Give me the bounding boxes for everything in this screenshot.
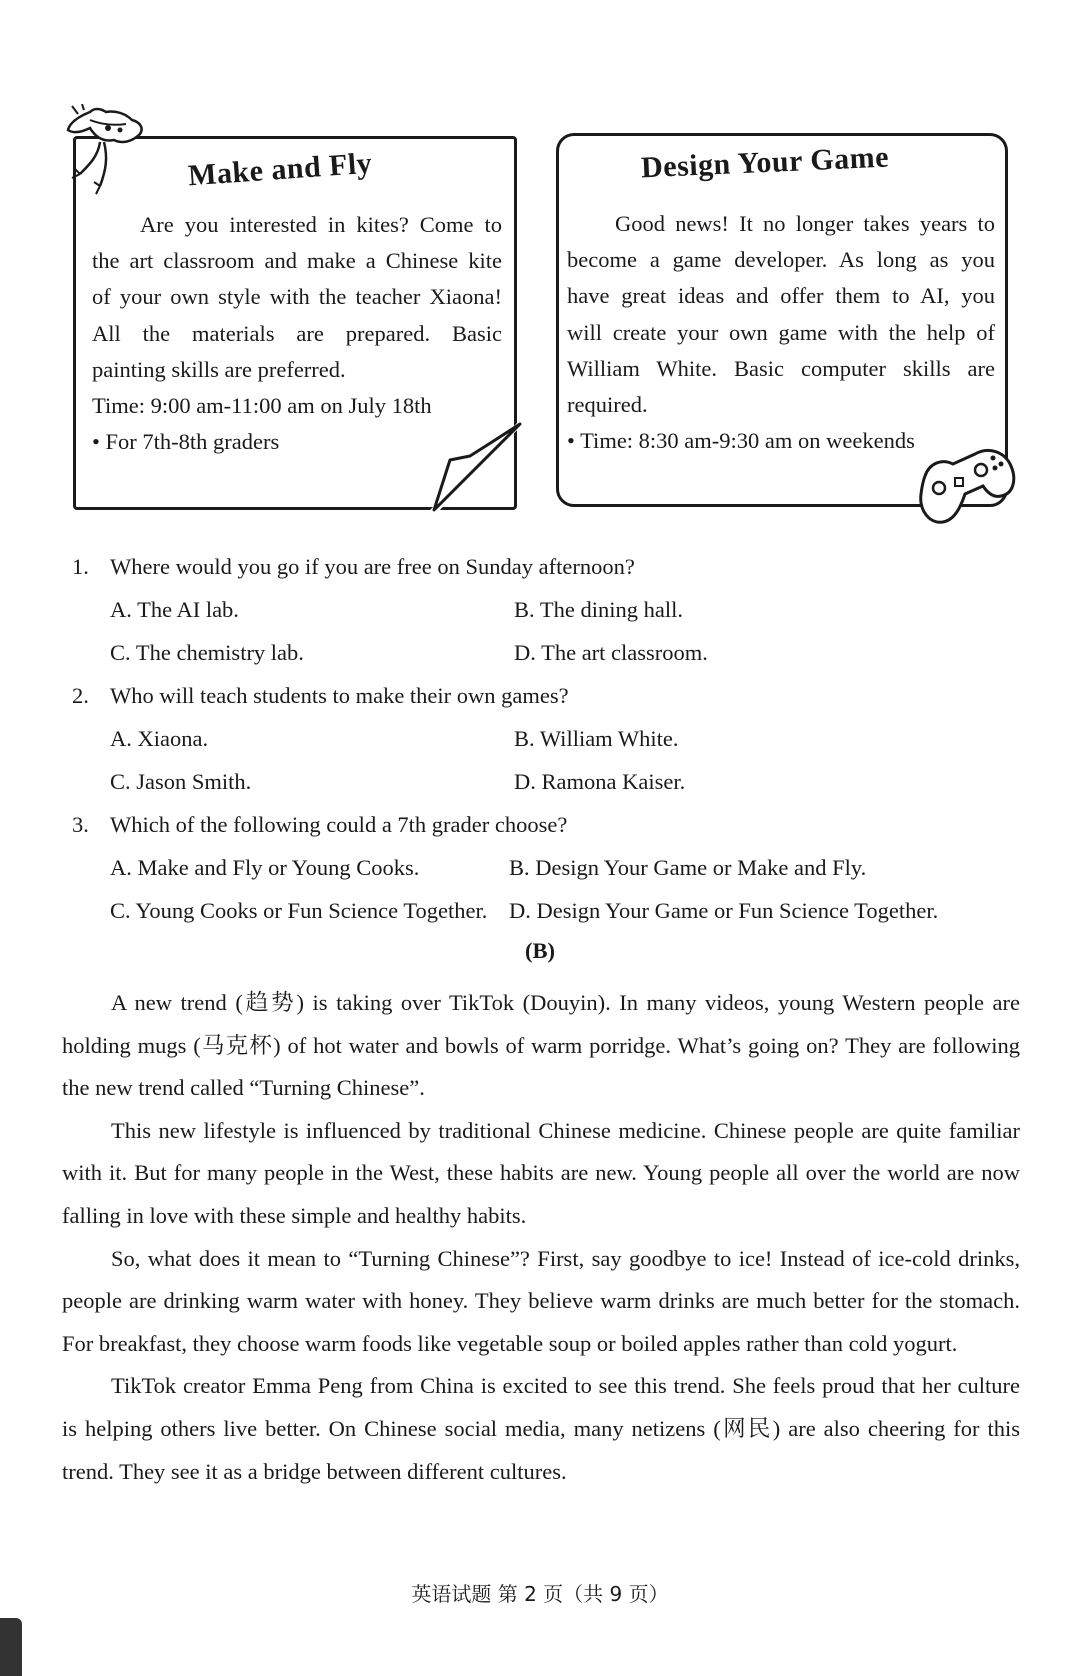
question-text: Who will teach students to make their own games? [110,683,569,708]
option: C. The chemistry lab. [110,640,304,665]
question-text: Which of the following could a 7th grader choose? [110,812,568,837]
ad-text-line: of your own style with the teacher Xiaona! [92,284,502,310]
ad-time-text: Time: 8:30 am-9:30 am on weekends [580,428,915,454]
question-text: Where would you go if you are free on Sunday afternoon? [110,554,635,579]
option-row [72,846,1032,889]
question-list [72,545,1032,932]
ad-text-line: become a game developer. As long as you [567,247,995,273]
ad-text-line: All the materials are prepared. Basic [92,320,502,346]
option-row [72,760,1032,803]
bullet-icon: • [567,428,581,454]
ad-time: Time: 9:00 am-11:00 am on July 18th [92,393,432,419]
question-number: 3. [72,812,89,837]
passage-paragraph: So, what does it mean to “Turning Chinese”? First, say goodbye to ice! Instead of ice-cold drinks, people are drinking warm water with honey. They believe warm drinks are much better for the stomach. For breakfast, they choose warm foods like vegetable soup or boiled apples rather than cold yogurt. [62,1245,1020,1356]
bullet-icon: • [92,429,106,455]
ad-text-line: will create your own game with the help of [567,319,995,345]
page-footer: 英语试题 第 2 页（共 9 页） [411,1582,669,1606]
option: D. Ramona Kaiser. [514,769,686,794]
option: B. Design Your Game or Make and Fly. [509,855,867,880]
ad-body [567,206,995,459]
ad-text-line: Good news! It no longer takes years to [615,211,995,236]
option: B. William White. [514,726,679,751]
ad-grade-text: For 7th-8th graders [105,429,280,455]
ad-title: Design Your Game [640,140,890,185]
option: C. Jason Smith. [110,769,252,794]
question [72,674,1032,717]
ad-text-line: Are you interested in kites? Come to [140,212,502,237]
game-controller-icon [915,436,1020,531]
option: C. Young Cooks or Fun Science Together. [110,898,488,923]
question-number: 1. [72,554,89,579]
option: A. Xiaona. [110,726,209,751]
option: B. The dining hall. [514,597,683,622]
option: D. Design Your Game or Fun Science Together. [509,898,939,923]
option: D. The art classroom. [514,640,708,665]
option-row [72,717,1032,760]
ad-text-line: William White. Basic computer skills are [567,355,995,381]
question [72,545,1032,588]
option-row [72,889,1032,932]
question [72,803,1032,846]
ad-text-line: the art classroom and make a Chinese kite [92,248,502,274]
option-row [72,631,1032,674]
section-heading: (B) [525,938,555,963]
question-number: 2. [72,683,89,708]
passage-paragraph: A new trend (趋势) is taking over TikTok (Douyin). In many videos, young Western people are holding mugs (马克杯) of hot water and bowls of warm porridge. What’s going on? They are following the new trend called “Turning Chinese”. [62,990,1020,1101]
option: A. The AI lab. [110,597,239,622]
ad-title: Make and Fly [187,146,374,193]
ad-text-line: required. [567,392,648,418]
option-row [72,588,1032,631]
passage-paragraph: This new lifestyle is influenced by traditional Chinese medicine. Chinese people are quite familiar with it. But for many people in the West, these habits are new. Young people all over the world are now falling in love with these simple and healthy habits. [62,1117,1020,1228]
ad-text-line: have great ideas and offer them to AI, you [567,283,995,309]
ad-text-line: painting skills are preferred. [92,356,346,382]
page-fold-icon [430,420,530,515]
option: A. Make and Fly or Young Cooks. [110,855,420,880]
corner-tab [0,1618,22,1676]
reading-passage [62,982,1020,1493]
passage-paragraph: TikTok creator Emma Peng from China is excited to see this trend. She feels proud that her culture is helping others live better. On Chinese social media, many netizens (网民) are also cheering for this trend. They see it as a bridge between different cultures. [62,1373,1020,1484]
kite-icon [60,104,160,199]
